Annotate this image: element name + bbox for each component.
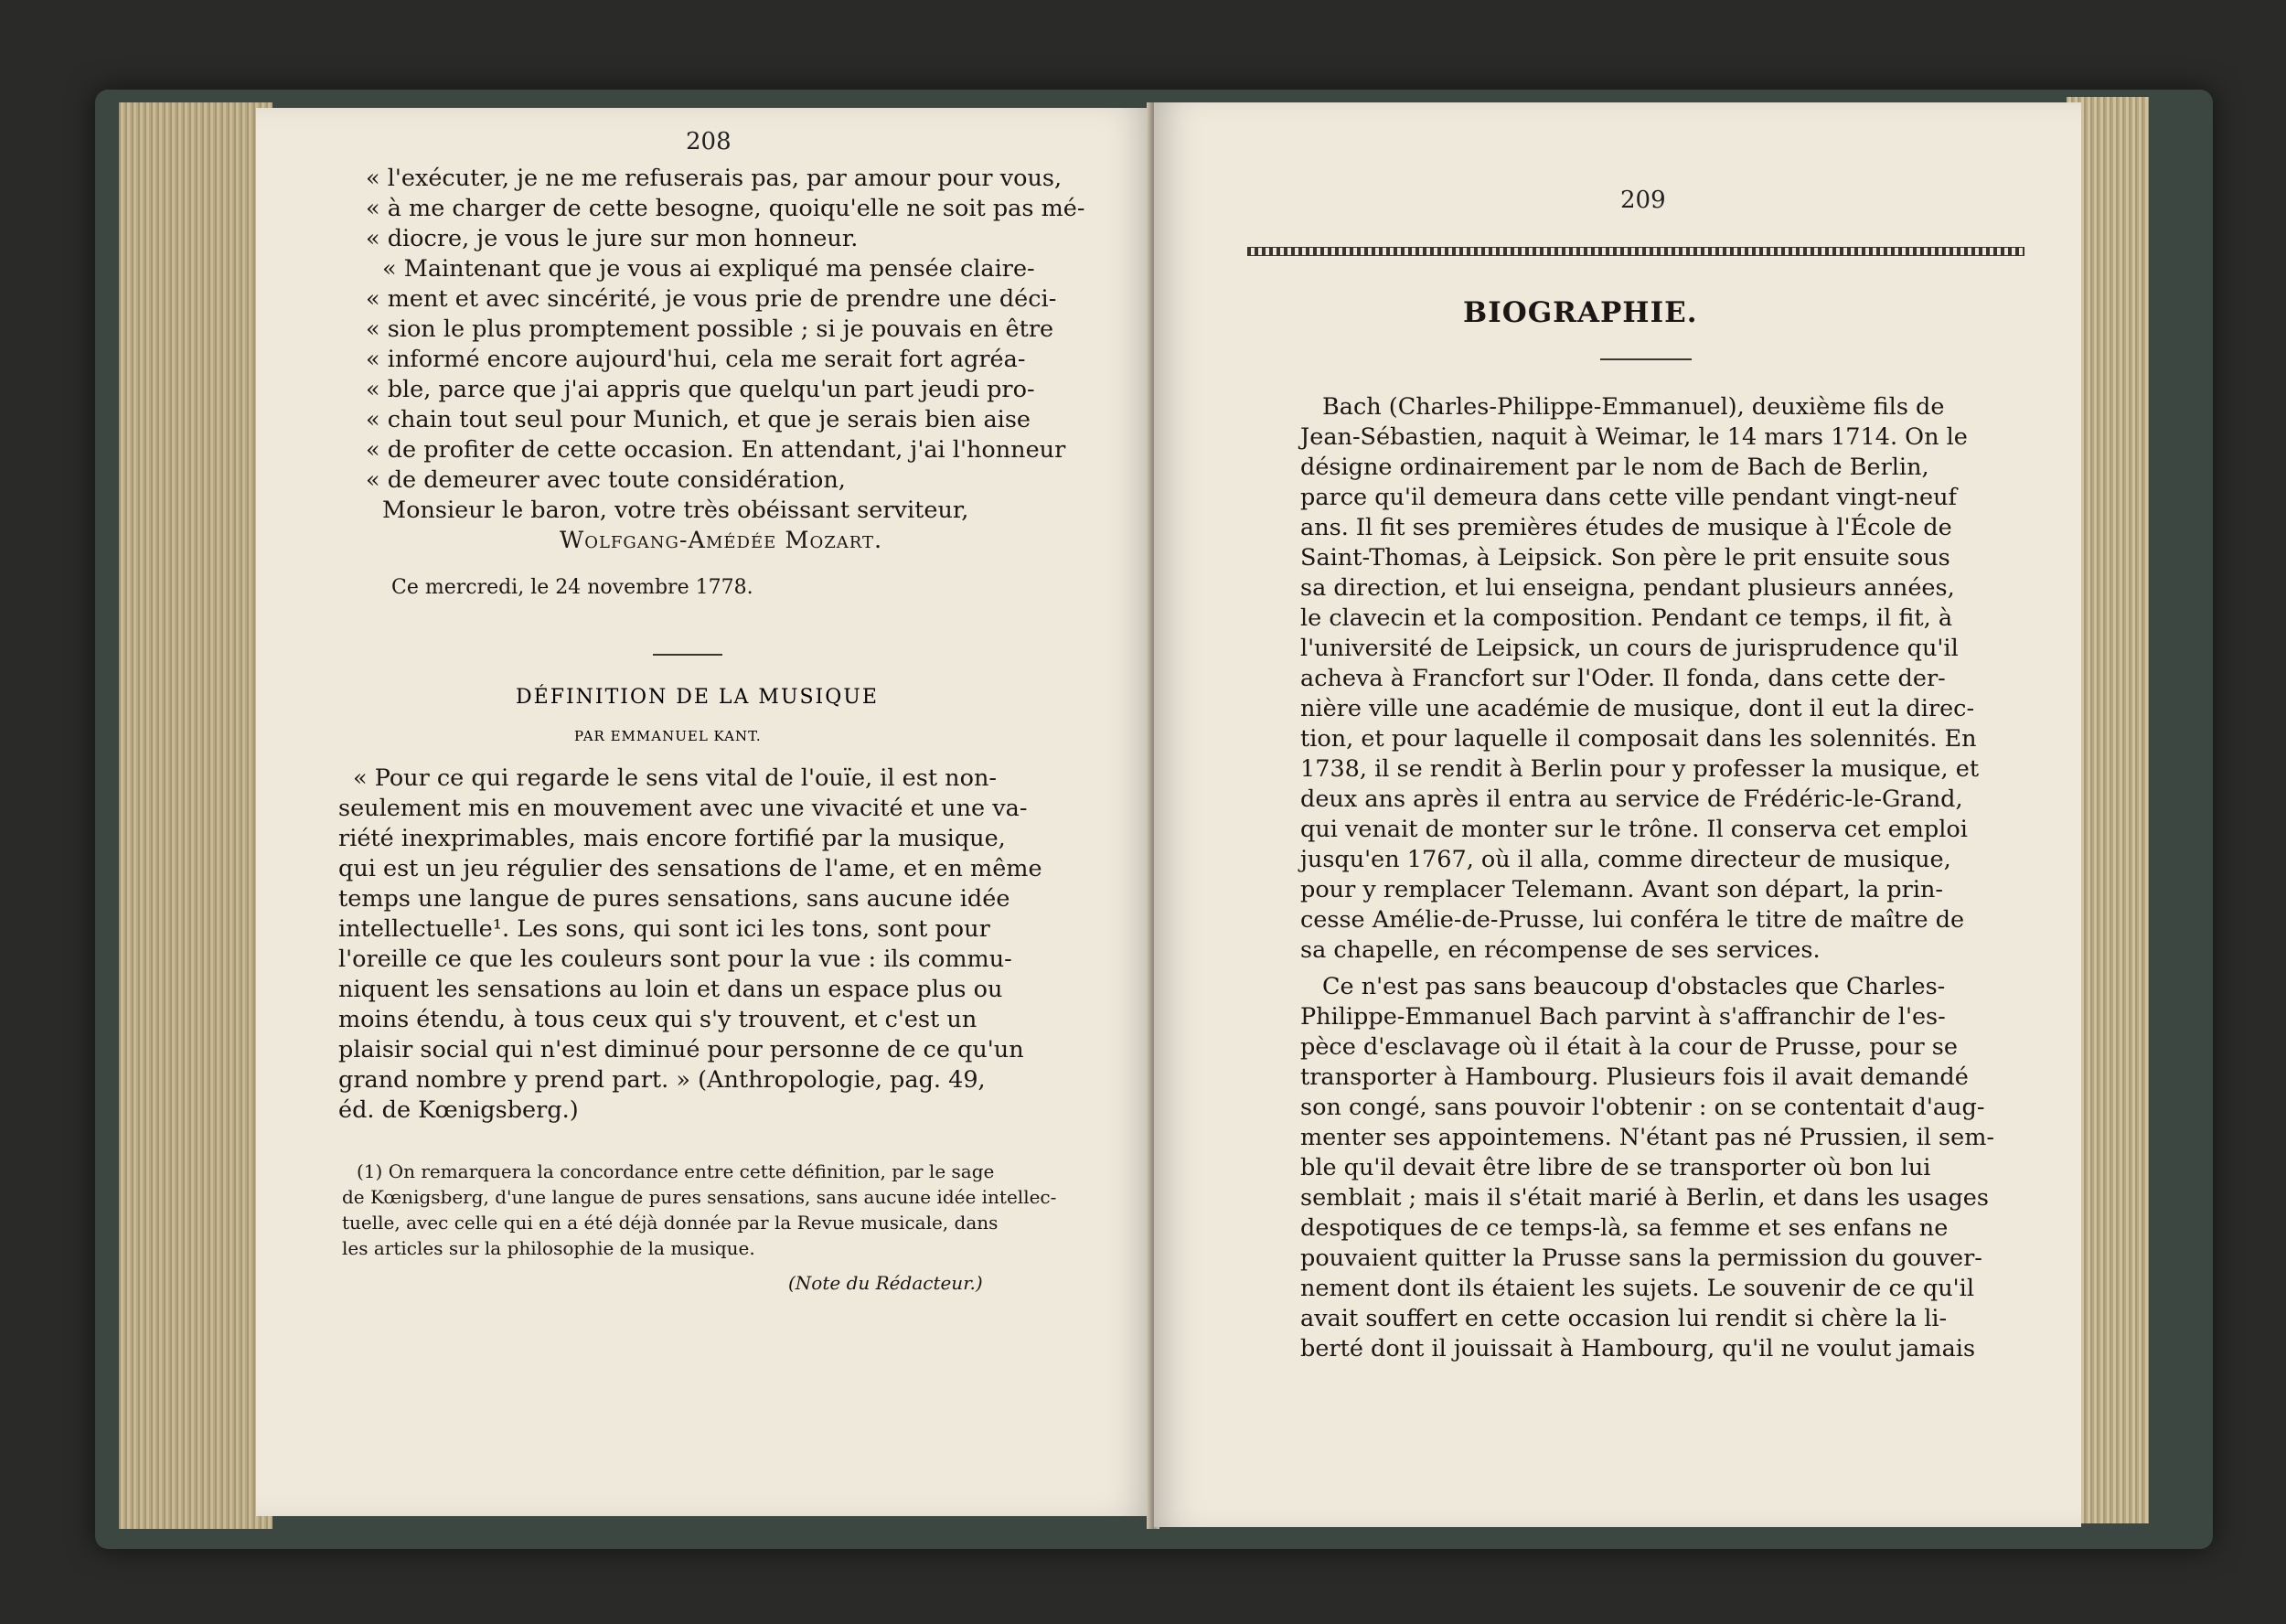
body-line: le clavecin et la composition. Pendant ce temps, il fit, à xyxy=(1300,604,1953,632)
page-number-left: 208 xyxy=(686,128,732,155)
body-line: nement dont ils étaient les sujets. Le souvenir de ce qu'il xyxy=(1300,1275,1974,1302)
body-line: ble qu'il devait être libre de se transporter où bon lui xyxy=(1300,1154,1931,1181)
left-page-edges xyxy=(119,102,272,1529)
footnote-attribution: (Note du Rédacteur.) xyxy=(788,1272,983,1294)
letter-line: « ment et avec sincérité, je vous prie de prendre une déci- xyxy=(366,285,1057,313)
letter-line: « ble, parce que j'ai appris que quelqu'un part jeudi pro- xyxy=(366,376,1035,403)
body-line: qui est un jeu régulier des sensations de l'ame, et en même xyxy=(338,855,1042,882)
letter-line: « de profiter de cette occasion. En attendant, j'ai l'honneur xyxy=(366,436,1066,464)
body-line: plaisir social qui n'est diminué pour personne de ce qu'un xyxy=(338,1036,1024,1063)
body-line: parce qu'il demeura dans cette ville pendant vingt-neuf xyxy=(1300,484,1957,511)
body-line: acheva à Francfort sur l'Oder. Il fonda, dans cette der- xyxy=(1300,665,1946,692)
body-line: « Pour ce qui regarde le sens vital de l'ouïe, il est non- xyxy=(353,764,998,792)
left-page xyxy=(256,108,1152,1516)
body-line: ans. Il fit ses premières études de musique à l'École de xyxy=(1300,514,1952,541)
body-line: pouvaient quitter la Prusse sans la permission du gouver- xyxy=(1300,1245,1982,1272)
letter-date: Ce mercredi, le 24 novembre 1778. xyxy=(391,576,753,599)
body-line: semblait ; mais il s'était marié à Berlin, et dans les usages xyxy=(1300,1184,1989,1212)
body-line: 1738, il se rendit à Berlin pour y professer la musique, et xyxy=(1300,755,1980,783)
letter-line: Monsieur le baron, votre très obéissant serviteur, xyxy=(382,497,969,524)
letter-line: « de demeurer avec toute considération, xyxy=(366,466,846,494)
body-line: jusqu'en 1767, où il alla, comme directeur de musique, xyxy=(1300,846,1951,873)
letter-line: « Maintenant que je vous ai expliqué ma pensée claire- xyxy=(382,255,1035,283)
body-line: Ce n'est pas sans beaucoup d'obstacles que Charles- xyxy=(1322,973,1946,1000)
body-line: tion, et pour laquelle il composait dans les solennités. En xyxy=(1300,725,1977,753)
section-title: DÉFINITION DE LA MUSIQUE xyxy=(516,686,879,709)
body-line: l'université de Leipsick, un cours de jurisprudence qu'il xyxy=(1300,635,1959,662)
body-line: grand nombre y prend part. » (Anthropologie, pag. 49, xyxy=(338,1066,986,1094)
footnote-line: de Kœnigsberg, d'une langue de pures sensations, sans aucune idée intellec- xyxy=(342,1186,1057,1208)
body-line: menter ses appointemens. N'étant pas né Prussien, il sem- xyxy=(1300,1124,1994,1151)
footnote-line: les articles sur la philosophie de la musique. xyxy=(342,1237,755,1259)
body-line: éd. de Kœnigsberg.) xyxy=(338,1096,579,1124)
body-line: pour y remplacer Telemann. Avant son départ, la prin- xyxy=(1300,876,1944,903)
body-line: son congé, sans pouvoir l'obtenir : on se contentait d'aug- xyxy=(1300,1094,1985,1121)
body-line: qui venait de monter sur le trône. Il conserva cet emploi xyxy=(1300,816,1968,843)
page-number-right: 209 xyxy=(1620,187,1666,214)
letter-line: « sion le plus promptement possible ; si je pouvais en être xyxy=(366,315,1054,343)
body-line: niquent les sensations au loin et dans un espace plus ou xyxy=(338,976,1003,1003)
body-line: intellectuelle¹. Les sons, qui sont ici les tons, sont pour xyxy=(338,915,990,943)
body-line: berté dont il jouissait à Hambourg, qu'il ne voulut jamais xyxy=(1300,1335,1976,1362)
body-line: l'oreille ce que les couleurs sont pour la vue : ils commu- xyxy=(338,946,1012,973)
letter-line: « chain tout seul pour Munich, et que je serais bien aise xyxy=(366,406,1031,433)
biography-title: BIOGRAPHIE. xyxy=(1463,296,1698,329)
title-divider xyxy=(1600,358,1692,360)
body-line: Philippe-Emmanuel Bach parvint à s'affranchir de l'es- xyxy=(1300,1003,1946,1031)
body-line: cesse Amélie-de-Prusse, lui conféra le titre de maître de xyxy=(1300,906,1965,934)
letter-line: « à me charger de cette besogne, quoiqu'elle ne soit pas mé- xyxy=(366,195,1085,222)
body-line: désigne ordinairement par le nom de Bach de Berlin, xyxy=(1300,454,1929,481)
letter-signature: Wolfgang-Amédée Mozart. xyxy=(560,527,883,554)
body-line: despotiques de ce temps-là, sa femme et ses enfans ne xyxy=(1300,1214,1949,1242)
body-line: Bach (Charles-Philippe-Emmanuel), deuxième fils de xyxy=(1322,393,1945,421)
body-line: nière ville une académie de musique, dont il eut la direc- xyxy=(1300,695,1975,722)
body-line: transporter à Hambourg. Plusieurs fois il avait demandé xyxy=(1300,1063,1969,1091)
body-line: moins étendu, à tous ceux qui s'y trouvent, et c'est un xyxy=(338,1006,977,1033)
decorative-rule xyxy=(1247,247,2024,256)
body-line: temps une langue de pures sensations, sans aucune idée xyxy=(338,885,1010,913)
body-line: seulement mis en mouvement avec une vivacité et une va- xyxy=(338,795,1028,822)
footnote-line: tuelle, avec celle qui en a été déjà donnée par la Revue musicale, dans xyxy=(342,1212,999,1234)
letter-line: « l'exécuter, je ne me refuserais pas, par amour pour vous, xyxy=(366,165,1063,192)
body-line: Saint-Thomas, à Leipsick. Son père le prit ensuite sous xyxy=(1300,544,1950,572)
body-line: avait souffert en cette occasion lui rendit si chère la li- xyxy=(1300,1305,1948,1332)
section-divider xyxy=(653,654,722,656)
footnote-line: (1) On remarquera la concordance entre cette définition, par le sage xyxy=(357,1160,995,1182)
body-line: pèce d'esclavage où il était à la cour de Prusse, pour se xyxy=(1300,1033,1958,1061)
body-line: Jean-Sébastien, naquit à Weimar, le 14 mars 1714. On le xyxy=(1300,423,1968,451)
letter-line: « diocre, je vous le jure sur mon honneur. xyxy=(366,225,859,252)
section-subtitle: PAR EMMANUEL KANT. xyxy=(574,728,762,744)
body-line: deux ans après il entra au service de Frédéric-le-Grand, xyxy=(1300,785,1963,813)
letter-line: « informé encore aujourd'hui, cela me serait fort agréa- xyxy=(366,346,1026,373)
body-line: riété inexprimables, mais encore fortifié par la musique, xyxy=(338,825,1006,852)
body-line: sa direction, et lui enseigna, pendant plusieurs années, xyxy=(1300,574,1955,602)
body-line: sa chapelle, en récompense de ses services. xyxy=(1300,936,1821,964)
right-page xyxy=(1154,102,2081,1527)
